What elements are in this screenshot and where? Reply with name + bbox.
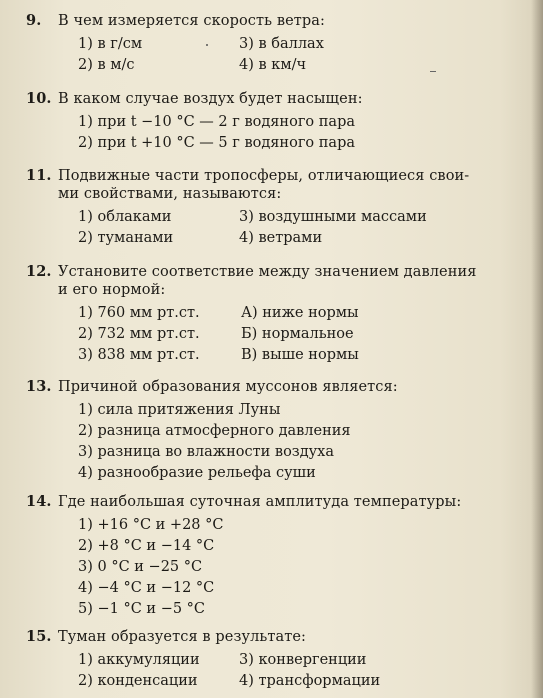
answer-options [78,400,508,484]
option: Б) нормальное [241,326,354,342]
option-row [78,303,508,324]
answer-options [78,207,508,249]
option: 1) при t −10 °С — 2 г водяного пара [78,114,355,130]
option: В) выше нормы [241,347,359,363]
option: 4) разнообразие рельефа суши [78,465,316,481]
answer-options [78,515,508,620]
question-number: 11. [26,167,52,184]
option: 1) облаками [78,209,172,225]
option: 2) 732 мм рт.ст. [78,326,200,342]
question-title [26,628,508,646]
print-speck [430,71,436,72]
question-number: 13. [26,378,52,395]
question-number: 10. [26,90,52,107]
option: 1) +16 °С и +28 °С [78,517,224,533]
option: 3) конвергенции [239,652,367,668]
option: 2) туманами [78,230,174,246]
question-14 [26,493,508,620]
option: 3) 0 °С и −25 °С [78,559,203,575]
question-text-line: Установите соответствие между значением давления [58,264,477,280]
question-number: 14. [26,493,52,510]
option-row [78,324,508,345]
question-title [26,378,508,396]
option: 2) при t +10 °С — 5 г водяного пара [78,135,355,151]
question-number: 12. [26,263,52,280]
option: 1) 760 мм рт.ст. [78,305,200,321]
option-row [78,228,508,249]
question-title [26,167,508,203]
option-row [78,207,508,228]
question-text-line: и его нормой: [58,282,166,298]
question-15 [26,628,508,692]
question-9 [26,12,508,76]
answer-options [78,650,508,692]
question-text: В каком случае воздух будет насыщен: [58,91,363,107]
question-text-line: ми свойствами, называются: [58,186,282,202]
question-13 [26,378,508,484]
option-row [78,650,508,671]
option: 3) 838 мм рт.ст. [78,347,200,363]
option-row [78,345,508,366]
question-text: Туман образуется в результате: [58,629,307,645]
question-number: 9. [26,12,42,29]
answer-options [78,112,508,154]
question-title [26,90,508,108]
option: 2) в м/с [78,57,135,73]
option: 5) −1 °С и −5 °С [78,601,206,617]
question-11 [26,167,508,249]
option: А) ниже нормы [241,305,359,321]
option: 4) −4 °С и −12 °С [78,580,215,596]
option: 2) разница атмосферного давления [78,423,351,439]
option-row [78,671,508,692]
option: 1) аккумуляции [78,652,200,668]
question-title [26,12,508,30]
option: 4) трансформации [239,673,381,689]
question-text: Причиной образования муссонов является: [58,379,398,395]
option: 1) в г/см [78,36,143,52]
question-number: 15. [26,628,52,645]
answer-options [78,303,508,366]
print-speck [206,44,208,46]
question-title [26,263,508,299]
question-text-line: Подвижные части тропосферы, отличающиеся свои- [58,168,470,184]
question-title [26,493,508,511]
option: 2) +8 °С и −14 °С [78,538,215,554]
option: 3) разница во влажности воздуха [78,444,334,460]
option: 3) воздушными массами [239,209,427,225]
option-row [78,34,508,55]
option-row [78,55,508,76]
question-text: Где наибольшая суточная амплитуда температуры: [58,494,462,510]
question-text: В чем измеряется скорость ветра: [58,13,326,29]
option: 2) конденсации [78,673,198,689]
option: 4) в км/ч [239,57,307,73]
question-10 [26,90,508,154]
answer-options [78,34,508,76]
page-edge-shadow [531,0,543,698]
option: 1) сила притяжения Луны [78,402,281,418]
option: 3) в баллах [239,36,324,52]
option: 4) ветрами [239,230,323,246]
question-12 [26,263,508,366]
